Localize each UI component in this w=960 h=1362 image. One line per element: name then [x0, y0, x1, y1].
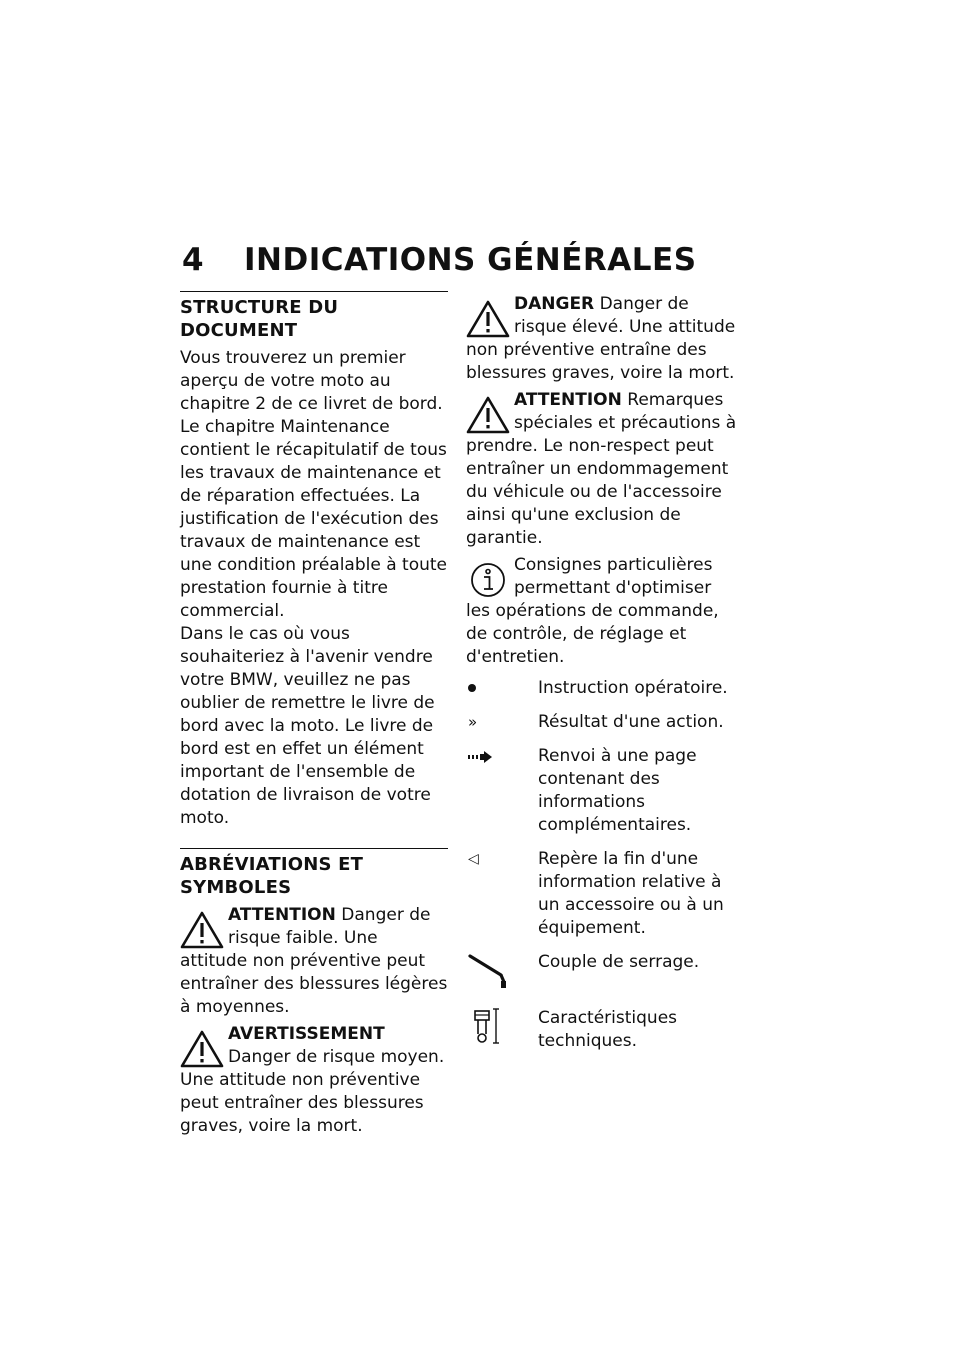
symbol-description: Renvoi à une page contenant des informations complémentaires. [538, 746, 697, 835]
attention-low-text: Danger de risque faible. Une attitude non préventive peut entraîner des blessures légères à moyennes. [180, 905, 448, 1017]
section-divider [180, 291, 448, 292]
keyword-danger: DANGER [514, 294, 595, 314]
symbol-description: Instruction opératoire. [538, 678, 728, 698]
chapter-number: 4 [182, 242, 205, 278]
chapter-title [182, 242, 697, 278]
info-note [466, 554, 738, 669]
symbol-description: Résultat d'une action. [538, 712, 724, 732]
result-icon: » [468, 713, 478, 731]
technical-data-icon [468, 1007, 504, 1047]
symbol-row [466, 711, 738, 734]
symbol-row [466, 951, 738, 989]
symbol-row [466, 1007, 738, 1053]
attention-notes-text: Remarques spéciales et précautions à prendre. Le non-respect peut entraîner un endommagement du véhicule ou de l'accessoire ainsi qu'une exclusion de garantie. [466, 390, 737, 548]
symbol-row [466, 677, 738, 700]
symbol-description: Repère la fin d'une information relative à un accessoire ou à un équipement. [538, 849, 724, 938]
structure-paragraph-1: Vous trouverez un premier aperçu de votre moto au chapitre 2 de ce livret de bord. Le chapitre Maintenance contient le récapitulatif de tous les travaux de maintenance et de réparation effectuées. La justification de l'exécution des travaux de maintenance est une condition préalable à toute prestation fournie à titre commercial. [180, 348, 448, 621]
end-marker-icon: ◁ [468, 851, 479, 867]
structure-paragraph-2: Dans le cas où vous souhaiteriez à l'avenir vendre votre BMW, veuillez ne pas oublier de remettre le livre de bord avec la moto. Le livre de bord est en effet un élément important de l'ensemble de dotation de livraison de votre moto. [180, 624, 435, 828]
keyword-attention: ATTENTION [228, 905, 336, 925]
torque-wrench-icon [468, 951, 512, 989]
danger-note [466, 293, 738, 385]
symbol-row [466, 848, 738, 940]
avertissement-text: Danger de risque moyen. Une attitude non préventive peut entraîner des blessures graves, voire la mort. [180, 1047, 445, 1136]
warning-triangle-icon [466, 395, 510, 435]
info-text: Consignes particulières permettant d'optimiser les opérations de commande, de contrôle, de réglage et d'entretien. [466, 555, 719, 667]
section-divider [180, 848, 448, 849]
section-title-abbreviations: ABRÉVIATIONS ET SYMBOLES [180, 854, 364, 898]
section-title-structure: STRUCTURE DU DOCUMENT [180, 297, 339, 341]
danger-text: Danger de risque élevé. Une attitude non préventive entraîne des blessures graves, voire la mort. [466, 294, 736, 383]
info-icon [466, 560, 510, 600]
attention-low-risk-note [180, 904, 448, 1019]
chapter-title-text: INDICATIONS GÉNÉRALES [244, 242, 697, 278]
keyword-avertissement: AVERTISSEMENT [228, 1024, 385, 1044]
right-column [466, 291, 738, 1053]
keyword-attention: ATTENTION [514, 390, 622, 410]
symbol-row [466, 745, 738, 837]
warning-triangle-icon [180, 1029, 224, 1069]
attention-notes-note [466, 389, 738, 550]
symbol-description: Caractéristiques techniques. [538, 1008, 678, 1051]
warning-triangle-icon [180, 910, 224, 950]
bullet-icon [468, 684, 476, 692]
left-column [180, 291, 448, 1138]
avertissement-note [180, 1023, 448, 1138]
symbol-description: Couple de serrage. [538, 952, 700, 972]
page-reference-icon [468, 750, 494, 764]
warning-triangle-icon [466, 299, 510, 339]
